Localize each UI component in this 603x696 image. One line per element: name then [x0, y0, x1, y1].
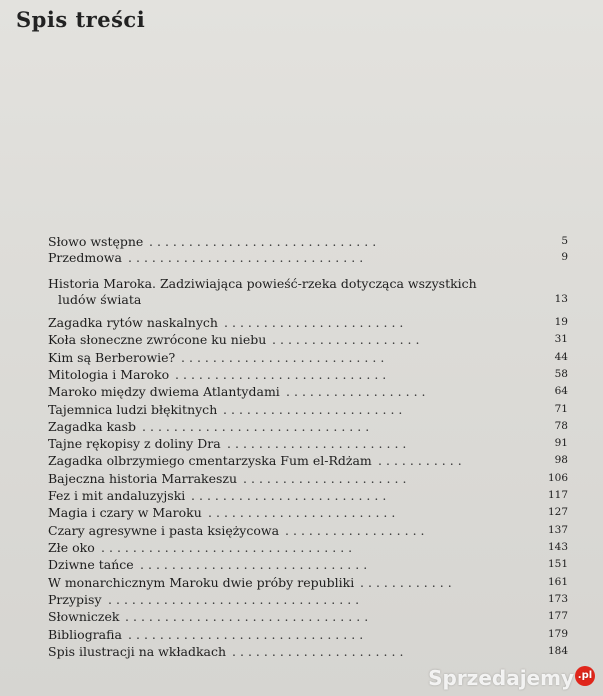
- toc-entry-label: Przedmowa: [48, 250, 122, 265]
- toc-entry-label: Fez i mit andaluzyjski: [48, 488, 186, 503]
- toc-entry-label: Złe oko: [48, 540, 95, 555]
- toc-page-number: 173: [547, 593, 568, 605]
- toc-page-number: 184: [547, 645, 568, 657]
- toc-leader-dots: ..................: [286, 384, 430, 399]
- toc-leader-dots: ..........................: [181, 350, 389, 365]
- toc-entry-label-continued: ludów świata: [58, 292, 142, 307]
- toc-leader-dots: .............................: [142, 419, 374, 434]
- toc-leader-dots: ...................: [272, 332, 424, 347]
- toc-page-number: 143: [547, 541, 568, 553]
- toc-page-number: 64: [554, 385, 568, 397]
- toc-leader-dots: ..............................: [128, 627, 368, 642]
- toc-page-number: 58: [554, 368, 568, 380]
- toc-leader-dots: .......................: [223, 402, 407, 417]
- toc-leader-dots: ..............................: [128, 250, 368, 265]
- toc-entry-label: Bajeczna historia Marrakeszu: [48, 471, 238, 486]
- toc-entry-label: Zagadka olbrzymiego cmentarzyska Fum el-Rdżam: [48, 453, 372, 468]
- toc-page-number: 137: [547, 524, 568, 536]
- toc-page-number: 151: [547, 558, 568, 570]
- toc-entry: [48, 643, 568, 660]
- toc-page-number: 106: [547, 472, 568, 484]
- toc-page-number: 19: [554, 316, 568, 328]
- toc-entry: [48, 452, 568, 469]
- toc-entry-label: Kim są Berberowie?: [48, 350, 176, 365]
- toc-entry: [48, 314, 568, 331]
- toc-entry: [48, 487, 568, 504]
- toc-leader-dots: ...............................: [125, 609, 373, 624]
- toc-page-number: 31: [554, 333, 568, 345]
- toc-entry-label: W monarchicznym Maroku dwie próby republiki: [48, 575, 355, 590]
- toc-leader-dots: ............: [360, 575, 456, 590]
- toc-entry-label: Magia i czary w Maroku: [48, 505, 202, 520]
- toc-entry: [48, 556, 568, 573]
- toc-entry: [48, 539, 568, 556]
- toc-page-number: 117: [547, 489, 568, 501]
- toc-leader-dots: .......................: [224, 315, 408, 330]
- toc-entry: [48, 249, 568, 266]
- toc-page-number: 179: [547, 628, 568, 640]
- toc-entry-label: Tajemnica ludzi błękitnych: [48, 402, 218, 417]
- toc-entry-label: Mitologia i Maroko: [48, 367, 170, 382]
- toc-page-number: 98: [554, 454, 568, 466]
- toc-entry: [48, 418, 568, 435]
- toc-page-number: 78: [554, 420, 568, 432]
- toc-entry-label: Koła słoneczne zwrócone ku niebu: [48, 332, 267, 347]
- toc-entry-label: Spis ilustracji na wkładkach: [48, 644, 227, 659]
- toc-leader-dots: ..................: [285, 523, 429, 538]
- toc-entry: [48, 435, 568, 452]
- toc-entry-label: Czary agresywne i pasta księżycowa: [48, 523, 280, 538]
- toc-entry: [48, 275, 568, 309]
- toc-leader-dots: ................................: [108, 592, 364, 607]
- toc-entry: [48, 504, 568, 521]
- toc-entry: [48, 331, 568, 348]
- toc-entry-label: Słowo wstępne: [48, 234, 144, 249]
- toc-entry: [48, 591, 568, 608]
- toc-entry: [48, 366, 568, 383]
- toc-leader-dots: ...........................: [175, 367, 391, 382]
- toc-entry-label: Przypisy: [48, 592, 102, 607]
- toc-entry-label: Bibliografia: [48, 627, 122, 642]
- watermark-text: Sprzedajemy: [428, 666, 574, 690]
- toc-leader-dots: ...........: [378, 453, 466, 468]
- toc-page-number: 13: [554, 293, 568, 305]
- toc-entry: [48, 522, 568, 539]
- toc-entry: [48, 470, 568, 487]
- toc-entry: [48, 401, 568, 418]
- watermark-logo: [428, 666, 595, 690]
- toc-page-number: 177: [547, 610, 568, 622]
- toc-leader-dots: .............................: [149, 234, 381, 249]
- toc-page-number: 161: [547, 576, 568, 588]
- toc-entry: [48, 608, 568, 625]
- toc-page-number: 127: [547, 506, 568, 518]
- toc-entry-label: Dziwne tańce: [48, 557, 134, 572]
- toc-entry-label: Zagadka kasb: [48, 419, 137, 434]
- toc-entry: [48, 626, 568, 643]
- toc-page-number: 44: [554, 351, 568, 363]
- toc-leader-dots: .............................: [140, 557, 372, 572]
- toc-page-number: 9: [561, 251, 568, 263]
- toc-entry: [48, 574, 568, 591]
- toc-page-number: 91: [554, 437, 568, 449]
- toc-leader-dots: .....................: [243, 471, 411, 486]
- toc-page-number: 71: [554, 403, 568, 415]
- toc-entry: [48, 233, 568, 250]
- toc-entry-label: Tajne rękopisy z doliny Dra: [48, 436, 221, 451]
- toc-leader-dots: ......................: [232, 644, 408, 659]
- toc-entry: [48, 383, 568, 400]
- toc-page-number: 5: [561, 235, 568, 247]
- toc-entry: [48, 349, 568, 366]
- toc-leader-dots: .......................: [227, 436, 411, 451]
- toc-leader-dots: .........................: [191, 488, 391, 503]
- toc-entry-label: Słowniczek: [48, 609, 120, 624]
- watermark-badge: .pl: [575, 666, 595, 686]
- toc-leader-dots: ................................: [101, 540, 357, 555]
- toc-entry-label: Zagadka rytów naskalnych: [48, 315, 218, 330]
- toc-entry-label: Historia Maroka. Zadziwiająca powieść-rzeka dotycząca wszystkich: [48, 276, 477, 291]
- page-title: Spis treści: [16, 7, 146, 32]
- toc-entry-label: Maroko między dwiema Atlantydami: [48, 384, 280, 399]
- toc-leader-dots: ........................: [208, 505, 400, 520]
